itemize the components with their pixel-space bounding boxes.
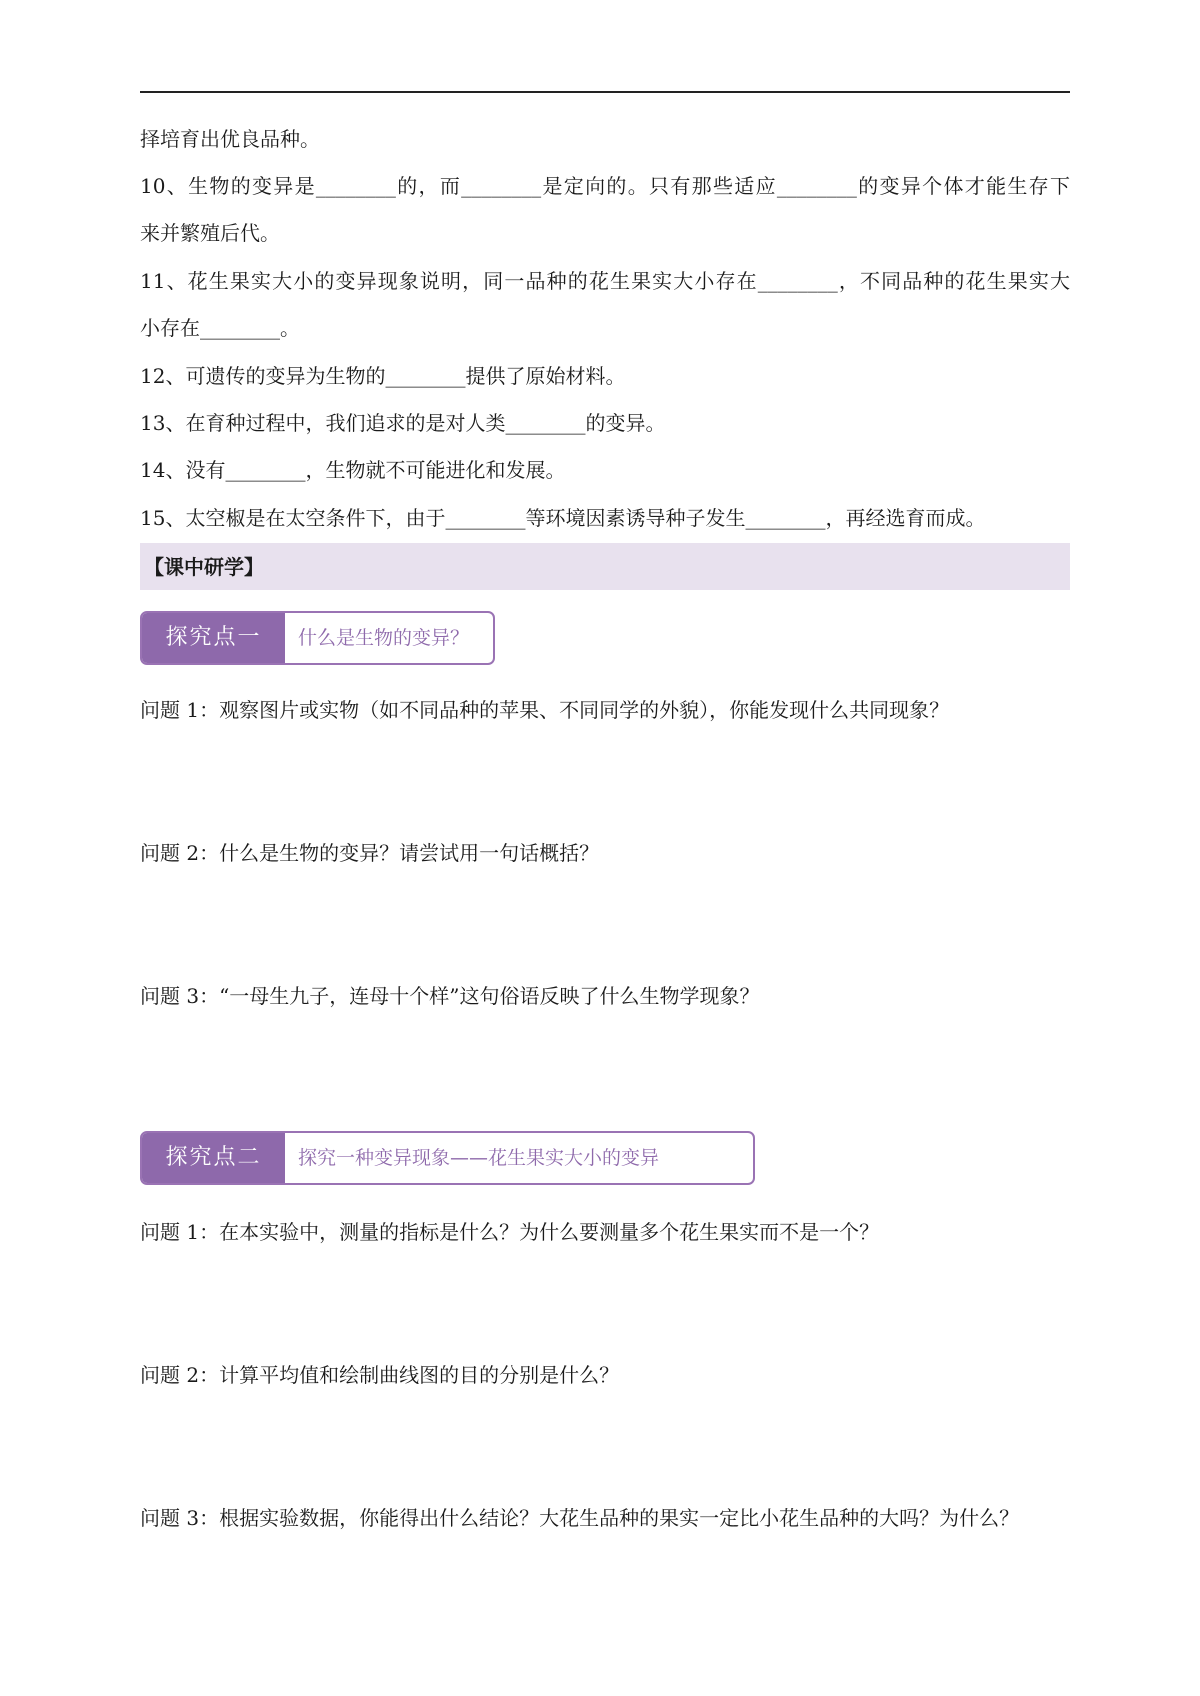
inquiry-point-1-label: 探究点一	[142, 613, 285, 663]
question-11-line-1: 11、花生果实大小的变异现象说明，同一品种的花生果实大小存在________，不同品种的花生果实大	[140, 269, 1070, 293]
inquiry-point-2-title: 探究一种变异现象——花生果实大小的变异	[298, 1147, 660, 1169]
point-1-question-3: 问题 3：“一母生九子，连母十个样”这句俗语反映了什么生物学现象？	[140, 984, 760, 1008]
inquiry-point-2-header	[140, 1131, 755, 1185]
question-13: 13、在育种过程中，我们追求的是对人类________的变异。	[140, 411, 666, 435]
point-2-question-2: 问题 2：计算平均值和绘制曲线图的目的分别是什么？	[140, 1363, 620, 1387]
header-rule	[140, 91, 1070, 93]
section-banner	[140, 543, 1070, 590]
question-10-line-1: 10、生物的变异是________的，而________是定向的。只有那些适应________的变异个体才能生存下	[140, 174, 1070, 198]
text-line: 择培育出优良品种。	[140, 127, 320, 151]
question-12: 12、可遗传的变异为生物的________提供了原始材料。	[140, 364, 626, 388]
point-2-question-1: 问题 1：在本实验中，测量的指标是什么？为什么要测量多个花生果实而不是一个？	[140, 1220, 880, 1244]
question-10-line-2: 来并繁殖后代。	[140, 221, 280, 245]
section-title: 【课中研学】	[144, 555, 264, 579]
point-2-question-3: 问题 3：根据实验数据，你能得出什么结论？大花生品种的果实一定比小花生品种的大吗？为什么？	[140, 1506, 1020, 1530]
point-1-question-1: 问题 1：观察图片或实物（如不同品种的苹果、不同同学的外貌），你能发现什么共同现象？	[140, 698, 950, 722]
inquiry-point-2-label: 探究点二	[142, 1133, 285, 1183]
inquiry-point-1-title: 什么是生物的变异？	[298, 627, 470, 649]
question-15: 15、太空椒是在太空条件下，由于________等环境因素诱导种子发生________，再经选育而成。	[140, 506, 986, 530]
question-14: 14、没有________，生物就不可能进化和发展。	[140, 458, 566, 482]
question-11-line-2: 小存在________。	[140, 316, 300, 340]
inquiry-point-1-header	[140, 611, 495, 665]
point-1-question-2: 问题 2：什么是生物的变异？请尝试用一句话概括？	[140, 841, 600, 865]
